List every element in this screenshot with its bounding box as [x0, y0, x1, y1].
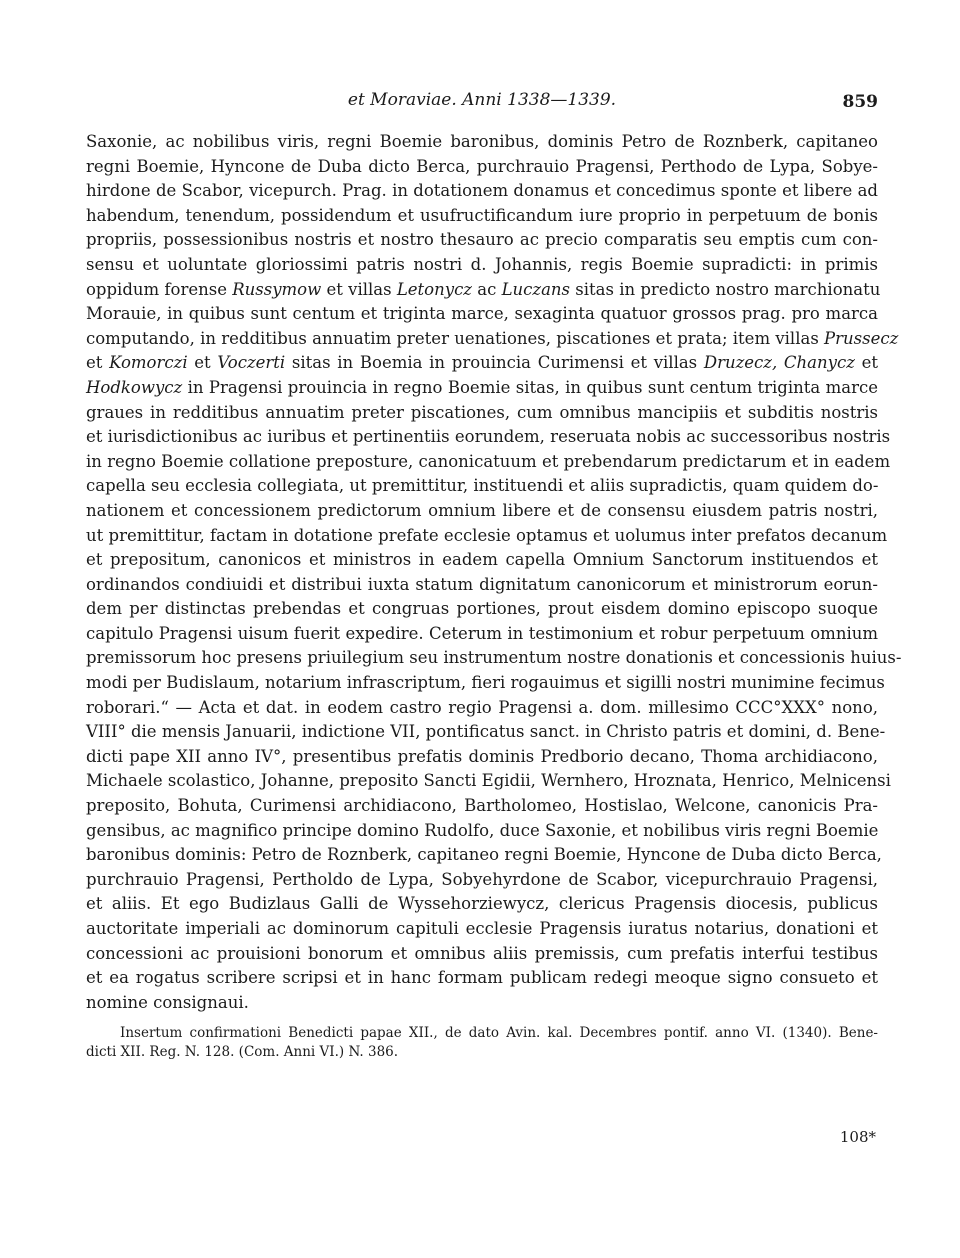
text-line: [86, 302, 878, 327]
text-segment: in regno Boemie collatione preposture, canonicatuum et prebendarum predictarum et in eadem: [86, 451, 891, 471]
text-line: [86, 991, 878, 1016]
text-segment: premissorum hoc presens priuilegium seu instrumentum nostre donationis et concessionis huius-: [86, 648, 902, 668]
text-line: [86, 278, 881, 303]
text-line: [86, 966, 878, 991]
text-segment: baronibus dominis: Petro de Roznberk, capitaneo regni Boemie, Hyncone de Duba dicto Berca,: [86, 845, 882, 865]
text-line: [86, 573, 878, 598]
text-segment: et aliis. Et ego Budizlaus Galli de Wyssehorziewycz, clericus Pragensis diocesis, publicus: [86, 894, 878, 914]
body-text: [86, 130, 902, 1015]
text-segment: propriis, possessionibus nostris et nostro thesauro ac precio comparatis seu emptis cum con-: [86, 230, 878, 250]
place-name: Voczerti: [217, 353, 286, 373]
text-line: [86, 942, 878, 967]
signature-mark: 108*: [839, 1128, 876, 1146]
text-segment: Saxonie, ac nobilibus viris, regni Boemie baronibus, dominis Petro de Roznberk, capitaneo: [86, 132, 878, 151]
text-segment: capitulo Pragensi uisum fuerit expedire. Ceterum in testimonium et robur perpetuum omnium: [86, 623, 878, 643]
text-segment: concessioni ac prouisioni bonorum et omnibus aliis premissis, cum prefatis interfui testibus: [86, 943, 878, 963]
text-segment: in Pragensi prouincia in regno Boemie sitas, in quibus sunt centum triginta marce: [182, 377, 878, 397]
text-segment: oppidum forense: [86, 279, 233, 299]
text-segment: graues in redditibus annuatim preter piscationes, cum omnibus mancipiis et subditis nostris: [86, 402, 878, 422]
text-segment: sensu et uoluntate gloriossimi patris nostri d. Johannis, regis Boemie supradicti: in primis: [86, 254, 878, 274]
text-segment: dicti pape XII anno IV°, presentibus prefatis dominis Predborio decano, Thoma archidiacono,: [86, 746, 878, 766]
text-line: [86, 474, 878, 499]
text-line: [86, 253, 878, 278]
text-line: [86, 843, 882, 868]
text-line: [86, 548, 878, 573]
text-segment: et ea rogatus scribere scripsi et in hanc formam publicam redegi meoque signo consueto et: [86, 968, 878, 988]
text-line: [86, 228, 878, 253]
text-line: [86, 720, 886, 745]
text-line: [86, 868, 878, 893]
text-segment: hirdone de Scabor, vicepurch. Prag. in dotationem donamus et concedimus sponte et libere ad: [86, 181, 878, 201]
text-segment: et: [854, 353, 878, 373]
place-name: Komorczi: [109, 353, 188, 373]
place-name: Luczans: [501, 279, 571, 299]
place-name: Prussecz: [824, 328, 899, 348]
text-line: [86, 130, 878, 155]
text-segment: sitas in Boemia in prouincia Curimensi et villas: [285, 353, 704, 373]
text-line: [86, 597, 878, 622]
text-line: [86, 696, 878, 721]
footnote-line: Insertum confirmationi Benedicti papae XII., de dato Avin. kal. Decembres pontif. anno VI. (1340). Bene-: [120, 1025, 878, 1041]
text-segment: Morauie, in quibus sunt centum et triginta marce, sexaginta quatuor grossos prag. pro marca: [86, 304, 878, 324]
text-segment: sitas in predicto nostro marchionatu: [570, 279, 881, 299]
text-line: [86, 892, 878, 917]
text-line: [86, 917, 878, 942]
place-name: Letonycz: [396, 279, 472, 299]
place-name: Russymow: [232, 279, 322, 299]
text-segment: dem per distinctas prebendas et congruas portiones, prout eisdem domino episcopo suoque: [86, 599, 878, 619]
text-line: [86, 450, 891, 475]
text-segment: nationem et concessionem predictorum omnium libere et de consensu eiusdem patris nostri,: [86, 500, 878, 520]
text-segment: capella seu ecclesia collegiata, ut premittitur, instituendi et aliis supradictis, quam quidem do-: [86, 476, 879, 496]
text-segment: gensibus, ac magnifico principe domino Rudolfo, duce Saxonie, et nobilibus viris regni Boemie: [86, 820, 879, 840]
text-segment: modi per Budislaum, notarium infrascriptum, fieri rogauimus et sigilli nostri munimine fecimus: [86, 673, 885, 693]
text-segment: habendum, tenendum, possidendum et usufructificandum iure proprio in perpetuum de bonis: [86, 205, 878, 225]
text-line: [86, 794, 878, 819]
place-name: Druzecz, Chanycz: [703, 353, 855, 373]
text-segment: nomine consignaui.: [86, 992, 249, 1012]
place-name: Hodkowycz: [86, 377, 183, 397]
text-segment: et villas: [321, 279, 397, 299]
text-segment: VIII° die mensis Januarii, indictione VII, pontificatus sanct. in Christo patris et domini, d. Bene-: [86, 722, 886, 742]
text-segment: et: [86, 353, 110, 373]
text-segment: preposito, Bohuta, Curimensi archidiacono, Bartholomeo, Hostislao, Welcone, canonicis Pra-: [86, 796, 878, 816]
text-line: [86, 524, 888, 549]
text-segment: ac: [472, 279, 502, 299]
text-line: [86, 179, 878, 204]
text-segment: et: [187, 353, 218, 373]
running-head: et Moraviae. Anni 1338—1339.: [347, 90, 617, 110]
text-line: [86, 204, 878, 229]
text-line: [86, 425, 891, 450]
text-segment: ut premittitur, factam in dotatione prefate ecclesie optamus et uolumus inter prefatos decanum: [86, 525, 888, 545]
text-line: [86, 401, 878, 426]
text-line: [86, 671, 885, 696]
text-segment: purchrauio Pragensi, Pertholdo de Lypa, Sobyehyrdone de Scabor, vicepurchrauio Pragensi,: [86, 869, 878, 889]
text-line: [86, 745, 878, 770]
text-line: [86, 155, 878, 180]
text-line: [86, 376, 878, 401]
text-segment: regni Boemie, Hyncone de Duba dicto Berca, purchrauio Pragensi, Perthodo de Lypa, Sobye-: [86, 156, 878, 176]
text-segment: auctoritate imperiali ac dominorum capituli ecclesie Pragensis iuratus notarius, donationi et: [86, 919, 878, 938]
footnote: [86, 1024, 878, 1061]
page-header: [86, 90, 878, 114]
text-segment: computando, in redditibus annuatim preter uenationes, piscationes et prata; item villas: [86, 328, 825, 348]
text-line: [86, 819, 878, 844]
text-line: [86, 499, 878, 524]
text-line: [86, 769, 891, 794]
text-line: [86, 622, 878, 647]
text-segment: et prepositum, canonicos et ministros in eadem capella Omnium Sanctorum instituendos et: [86, 550, 878, 570]
text-segment: et iurisdictionibus ac iuribus et pertinentiis eorundem, reseruata nobis ac successoribus nostris: [86, 427, 891, 447]
text-line: [86, 646, 902, 671]
text-segment: ordinandos condiuidi et distribui iuxta statum dignitatum canonicorum et ministrorum eorun-: [86, 574, 878, 594]
text-line: [86, 327, 899, 352]
footnote-line: dicti XII. Reg. N. 128. (Com. Anni VI.) N. 386.: [86, 1043, 399, 1060]
text-segment: roborari.“ — Acta et dat. in eodem castro regio Pragensi a. dom. millesimo CCC°XXX° nono,: [86, 697, 878, 717]
page-number: 859: [842, 92, 878, 112]
text-segment: Michaele scolastico, Johanne, preposito Sancti Egidii, Wernhero, Hroznata, Henrico, Melnicensi: [86, 771, 891, 791]
text-line: [86, 351, 878, 376]
